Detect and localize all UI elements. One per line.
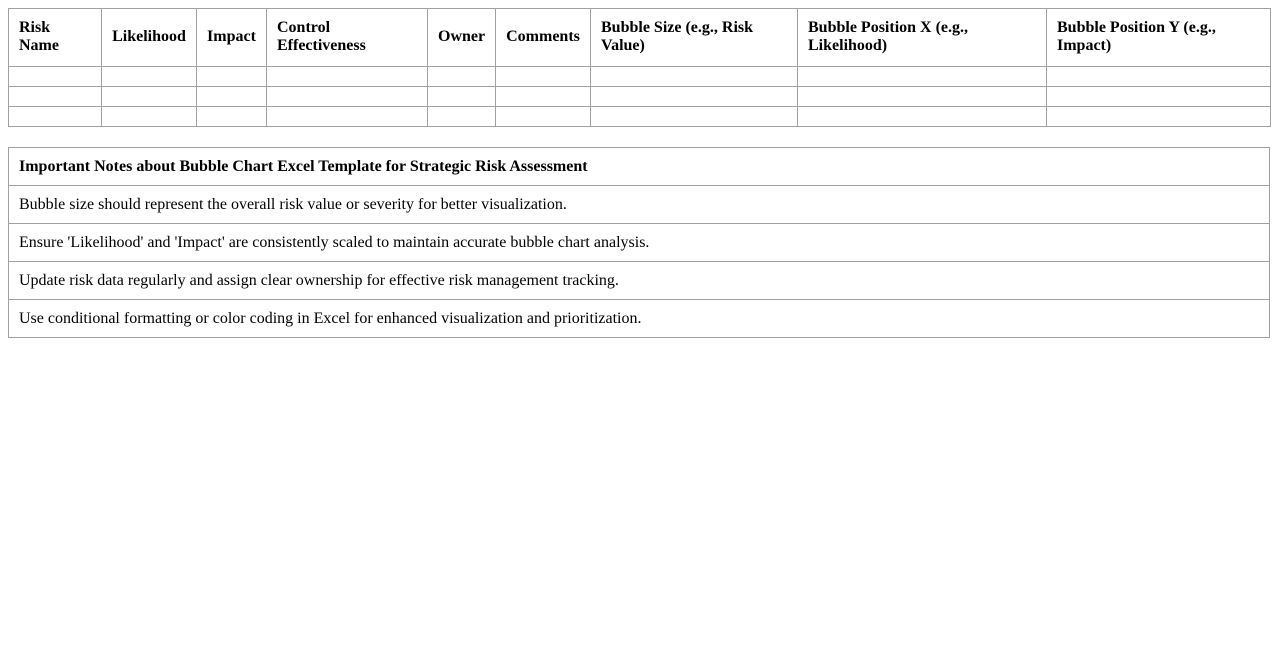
notes-row xyxy=(9,262,1270,300)
table-cell[interactable] xyxy=(9,107,102,127)
table-cell[interactable] xyxy=(1047,87,1271,107)
table-cell[interactable] xyxy=(267,67,428,87)
table-row xyxy=(9,67,1271,87)
header-owner: Owner xyxy=(428,9,496,67)
table-cell[interactable] xyxy=(102,67,197,87)
note-item: Bubble size should represent the overall risk value or severity for better visualization. xyxy=(9,186,1270,224)
header-comments: Comments xyxy=(496,9,591,67)
note-item: Ensure 'Likelihood' and 'Impact' are consistently scaled to maintain accurate bubble chart analysis. xyxy=(9,224,1270,262)
risk-table xyxy=(8,8,1271,127)
table-cell[interactable] xyxy=(591,67,798,87)
header-bubble-size: Bubble Size (e.g., Risk Value) xyxy=(591,9,798,67)
table-cell[interactable] xyxy=(197,67,267,87)
table-cell[interactable] xyxy=(591,107,798,127)
table-row xyxy=(9,107,1271,127)
note-item: Use conditional formatting or color coding in Excel for enhanced visualization and prioritization. xyxy=(9,300,1270,338)
table-cell[interactable] xyxy=(798,87,1047,107)
table-cell[interactable] xyxy=(267,107,428,127)
table-cell[interactable] xyxy=(197,87,267,107)
header-likelihood: Likelihood xyxy=(102,9,197,67)
table-cell[interactable] xyxy=(9,87,102,107)
notes-row xyxy=(9,186,1270,224)
note-item: Update risk data regularly and assign clear ownership for effective risk management tracking. xyxy=(9,262,1270,300)
header-impact: Impact xyxy=(197,9,267,67)
header-bubble-position-x: Bubble Position X (e.g., Likelihood) xyxy=(798,9,1047,67)
notes-table xyxy=(8,147,1270,338)
table-cell[interactable] xyxy=(798,107,1047,127)
header-risk-name: Risk Name xyxy=(9,9,102,67)
table-cell[interactable] xyxy=(496,67,591,87)
table-cell[interactable] xyxy=(9,67,102,87)
notes-row xyxy=(9,224,1270,262)
notes-title: Important Notes about Bubble Chart Excel Template for Strategic Risk Assessment xyxy=(9,148,1270,186)
header-bubble-position-y: Bubble Position Y (e.g., Impact) xyxy=(1047,9,1271,67)
table-cell[interactable] xyxy=(428,107,496,127)
table-cell[interactable] xyxy=(1047,67,1271,87)
table-cell[interactable] xyxy=(1047,107,1271,127)
header-row xyxy=(9,9,1271,67)
table-row xyxy=(9,87,1271,107)
table-cell[interactable] xyxy=(102,87,197,107)
table-cell[interactable] xyxy=(197,107,267,127)
notes-title-row xyxy=(9,148,1270,186)
header-control-effectiveness: Control Effectiveness xyxy=(267,9,428,67)
table-cell[interactable] xyxy=(102,107,197,127)
table-cell[interactable] xyxy=(428,87,496,107)
table-cell[interactable] xyxy=(496,87,591,107)
notes-row xyxy=(9,300,1270,338)
table-cell[interactable] xyxy=(798,67,1047,87)
table-cell[interactable] xyxy=(267,87,428,107)
table-cell[interactable] xyxy=(496,107,591,127)
table-cell[interactable] xyxy=(428,67,496,87)
table-cell[interactable] xyxy=(591,87,798,107)
